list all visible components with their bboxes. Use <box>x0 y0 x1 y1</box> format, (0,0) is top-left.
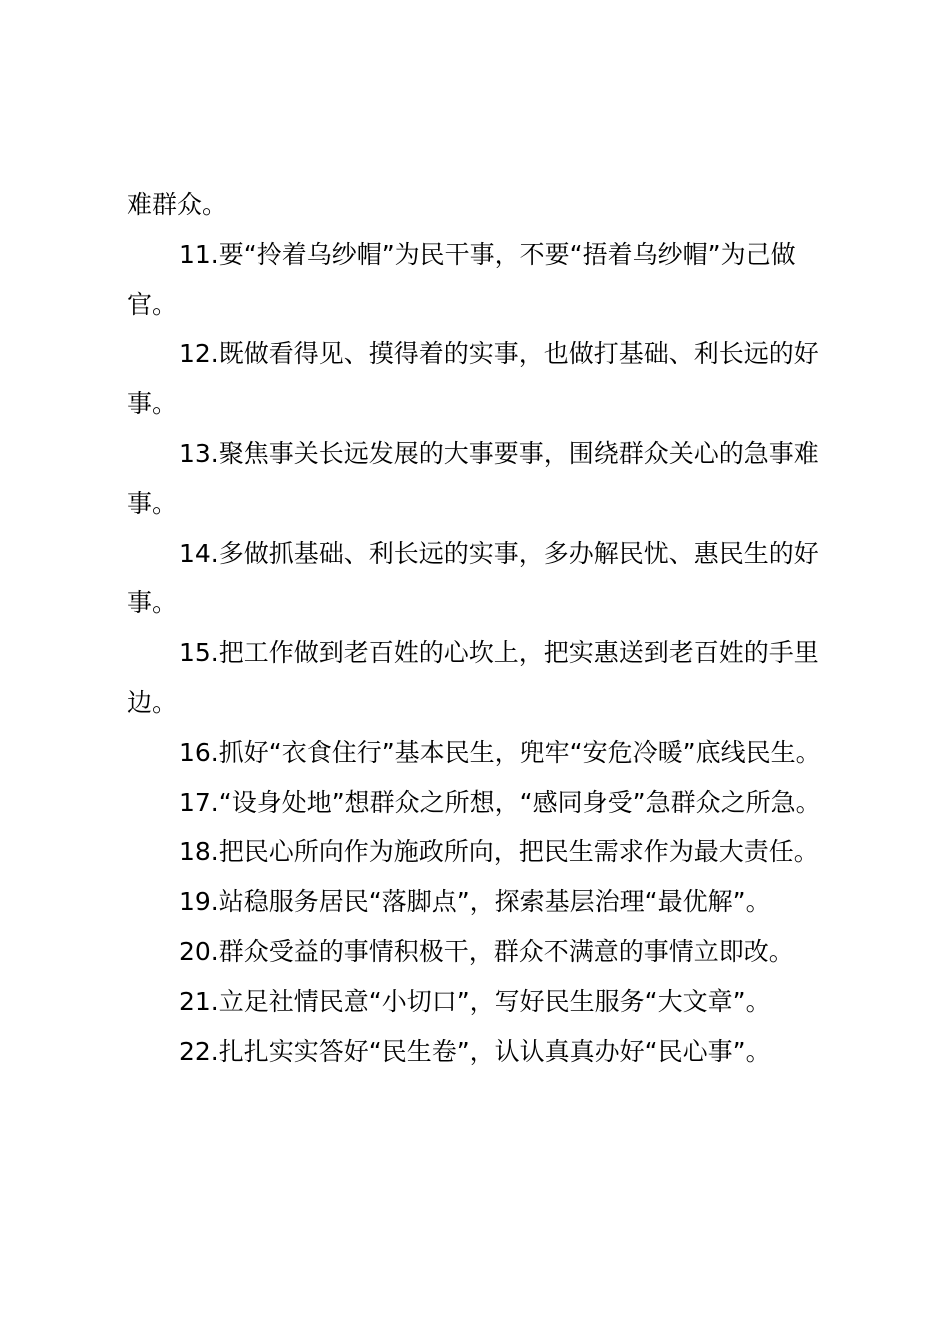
paragraph-21: 21.立足社情民意“小切口”，写好民生服务“大文章”。 <box>179 986 771 1016</box>
paragraph-12: 12.既做看得见、摸得着的实事，也做打基础、利长远的好事。 <box>127 339 819 419</box>
paragraph-11: 11.要“拎着乌纱帽”为民干事，不要“捂着乌纱帽”为己做官。 <box>127 239 796 319</box>
document-body <box>127 180 839 1076</box>
paragraph-18: 18.把民心所向作为施政所向，把民生需求作为最大责任。 <box>179 837 819 867</box>
paragraph-22: 22.扎扎实实答好“民生卷”，认认真真办好“民心事”。 <box>179 1036 771 1066</box>
paragraph-17: 17.“设身处地”想群众之所想，“感同身受”急群众之所急。 <box>179 787 821 817</box>
paragraph-19: 19.站稳服务居民“落脚点”，探索基层治理“最优解”。 <box>179 887 771 917</box>
paragraph-20: 20.群众受益的事情积极干，群众不满意的事情立即改。 <box>179 936 794 966</box>
paragraph-15: 15.把工作做到老百姓的心坎上，把实惠送到老百姓的手里边。 <box>127 638 819 717</box>
paragraph-13: 13.聚焦事关长远发展的大事要事，围绕群众关心的急事难事。 <box>127 438 819 518</box>
paragraph-continuation: 难群众。 <box>127 190 228 219</box>
paragraph-16: 16.抓好“衣食住行”基本民生，兜牢“安危冷暖”底线民生。 <box>179 737 821 767</box>
paragraph-14: 14.多做抓基础、利长远的实事，多办解民忧、惠民生的好事。 <box>127 538 819 618</box>
